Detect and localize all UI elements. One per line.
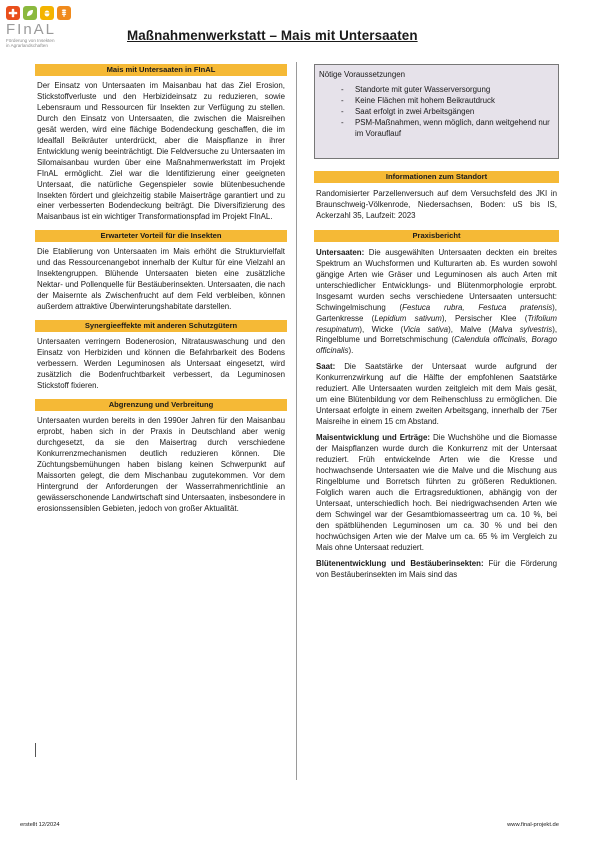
footer-date: erstellt 12/2024 bbox=[20, 822, 60, 828]
bee-icon bbox=[40, 6, 54, 20]
paragraph-untersaaten: Untersaaten: Die ausgewählten Untersaaten deckten ein breites Spektrum an Wuchsformen und Kulturarten ab. Es wurden sowohl gängige Arten wie Gräser und Leguminosen als auch Arten mit unterschiedlicher Entwicklungs- und Blütenmorphologie erprobt. Insgesamt wurden sechs verschiedene Untersaaten untersucht: Schwingelmischung (Festuca rubra, Festuca pratensis), Gartenkresse (Lepidium sativum), Persischer Klee (Trifolium resupinatum), Wicke (Vicia sativa), Malve (Malva sylvestris), Ringelblume und Borretschmischung (Calendula officinalis, Borago officinalis). bbox=[316, 247, 558, 356]
flower-icon bbox=[6, 6, 20, 20]
section-text-standort: Randomisierter Parzellenversuch auf dem Versuchsfeld des JKI in Braunschweig-Völkenrode, Niedersachsen, Boden: uS bis lS, Ackerzahl 35, Laufzeit: 2023 bbox=[316, 189, 557, 220]
section-text-praxis bbox=[314, 248, 559, 581]
paragraph-bluetenentwicklung: Blütenentwicklung und Bestäuberinsekten: Für die Förderung von Bestäuberinsekten im Mais sind das bbox=[316, 558, 557, 579]
left-column bbox=[35, 64, 287, 514]
requirements-box bbox=[314, 64, 559, 159]
list-item: - Standorte mit guter Wasserversorgung bbox=[319, 85, 554, 96]
logo-tagline-2: in Agrarlandschaften bbox=[6, 43, 48, 49]
section-text-mais: Der Einsatz von Untersaaten im Maisanbau hat das Ziel Erosion, Stickstoffverluste und den Herbizideinsatz zu reduzieren, sowie Lebensraum und Ressourcen für Insekten zur Verfügung zu stellen. Durch den Einsatz von Untersaaten, die zwischen die Maisreihen gesät werden, wird eine flächige Bodendeckung geschaffen, die im Idealfall Beikräuter unterdrückt, aber die Maispflanze in ihrer Entwicklung wenig beeinträchtigt. Die Feldversuche zu Untersaaten im Silomaisanbau wurden über eine Maßnahmenwerkstatt im Projekt FInAL ermöglicht. Ziel war die Identifizierung einer geeigneten Untersaat, die natürliche Gegenspieler sowie blütenbesuchende Insekten fördert und gleichzeitig stabile Maiserträge garantiert und zu einer verbesserten Bodendeckung beiträgt. Die Diversifizierung des Maisanbaus ist ein wichtiger Transformationspfad im Projekt FInAL. bbox=[37, 81, 285, 222]
section-heading-abgrenzung: Abgrenzung und Verbreitung bbox=[35, 399, 287, 411]
column-divider bbox=[296, 62, 297, 780]
requirements-title: Nötige Voraussetzungen bbox=[319, 70, 405, 79]
section-text-vorteil: Die Etablierung von Untersaaten im Mais erhöht die Strukturvielfalt und das Ressourcenangebot innerhalb der Kultur für eine Vielzahl an Insektengruppen. Blühende Untersaaten bieten eine zusätzliche Nektar- und Pollenquelle für Bestäuberinsekten. Untersaaten, die nach der Maisernte als Zwischenfrucht auf dem Feld verbleiben, können außerdem attraktive Überwinterungshabitate darstellen. bbox=[37, 247, 285, 312]
logo-tagline-1: Förderung von Insekten bbox=[6, 38, 55, 43]
page-title: Maßnahmenwerkstatt – Mais mit Untersaaten bbox=[127, 28, 418, 43]
paragraph-maisentwicklung: Maisentwicklung und Erträge: Die Wuchshöhe und die Biomasse der Maispflanzen wurde durch die Konkurrenz mit der Untersaat reduziert. Früh entwickelnde Arten wie die Kresse und hochwachsende Untersaaten wie die Malve und die Mischung aus Ringelblume und Borretsch führten zu größeren Reduktionen. Folglich waren auch die Ertragsreduktionen, abhängig von der Untersaat, unterschiedlich hoch. Bei niedrigwachsenden Arten wie dem Schwingel war der Gesamtbiomasseertrag um ca. 10 %, bei den spätblühenden Leguminosen um ca. 30 % und bei den hochwüchsigen Arten wie der Malve um ca. 65 % im Vergleich zu Mais ohne Untersaat reduziert. bbox=[316, 433, 557, 552]
list-item: - Saat erfolgt in zwei Arbeitsgängen bbox=[319, 107, 554, 118]
section-text-synergie: Untersaaten verringern Bodenerosion, Nitratauswaschung und den Einsatz von Herbiziden und können die Befahrbarkeit des Bodens verbessern. Werden Leguminosen als Untersaat eingesetzt, wird zusätzlich die Bodenfruchtbarkeit verbessert, da Leguminosen Stickstoff fixieren. bbox=[37, 337, 285, 390]
paragraph-saat: Saat: Die Saatstärke der Untersaat wurde aufgrund der Konkurrenzwirkung auf die Hälfte der empfohlenen Saatstärke reduziert. Alle Untersaaten wurden zeitgleich mit dem Mais gesät, um eine Blütenbildung vor dem Reihenschluss zu ermöglichen. Die Untersaat erfolgte in einem zweiten Arbeitsgang, innerhalb der 75er Maisreihe in einem 15 cm Abstand. bbox=[316, 362, 557, 427]
logo-hex-row bbox=[6, 6, 76, 20]
list-item: - Keine Flächen mit hohem Beikrautdruck bbox=[319, 96, 554, 107]
section-heading-standort: Informationen zum Standort bbox=[314, 171, 559, 183]
section-text-abgrenzung: Untersaaten wurden bereits in den 1990er Jahren für den Maisanbau erprobt, haben sich in der Praxis in Deutschland aber wenig durchgesetzt, da sie den Maisertrag durch verschiedene Konkurrenzmechanismen deutlich reduzieren können. Die Züchtungsbemühungen haben bislang keinen Schwerpunkt auf Maissorten gelegt, die dem Mischanbau zugutekommen. Vor dem Hintergrund der Anforderungen der Wasserrahmenrichtlinie an gewässerschonende Landwirtschaft sind Untersaaten, insbesondere in erosionssensiblen Gebieten, jedoch von großer Aktualität. bbox=[37, 415, 285, 513]
section-heading-vorteil: Erwarteter Vorteil für die Insekten bbox=[35, 230, 287, 242]
list-item: - PSM-Maßnahmen, wenn möglich, dann weitgehend nur im Vorauflauf bbox=[319, 118, 554, 140]
margin-mark bbox=[35, 743, 36, 757]
section-heading-praxis: Praxisbericht bbox=[314, 230, 559, 242]
logo-wordmark: FInAL bbox=[6, 21, 57, 38]
grain-icon bbox=[57, 6, 71, 20]
section-heading-synergie: Synergieeffekte mit anderen Schutzgütern bbox=[35, 320, 287, 332]
section-heading-mais: Mais mit Untersaaten in FInAL bbox=[35, 64, 287, 76]
requirements-list bbox=[319, 85, 554, 140]
final-logo bbox=[6, 6, 76, 68]
leaf-icon bbox=[23, 6, 37, 20]
right-column bbox=[314, 64, 559, 581]
footer-url[interactable]: www.final-projekt.de bbox=[507, 822, 559, 828]
